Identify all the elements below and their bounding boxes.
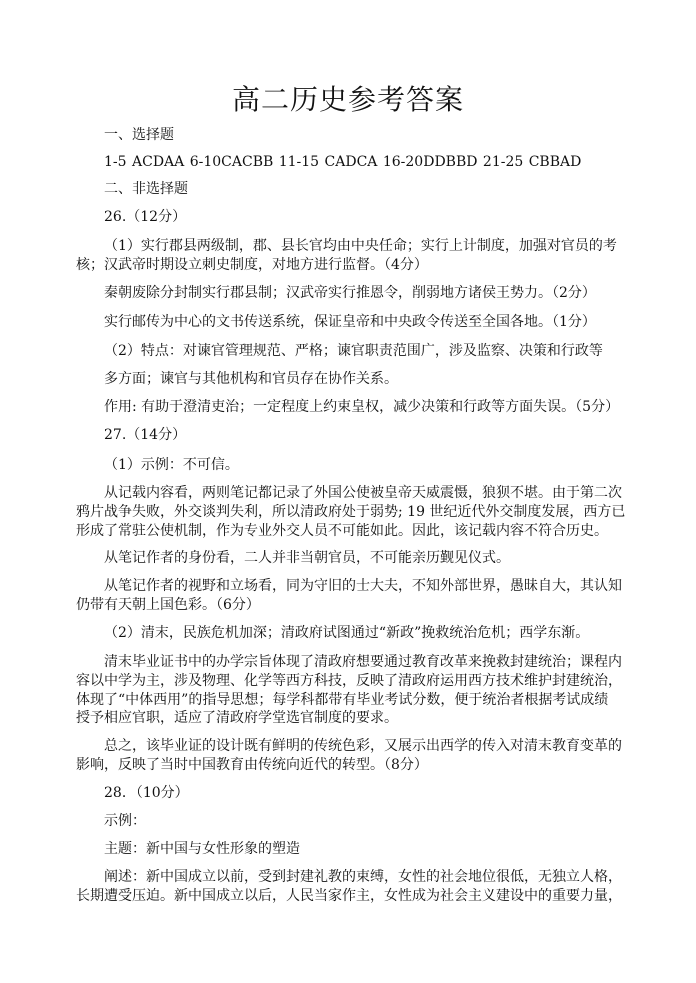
- q28-p1-line2: 长期遭受压迫。新中国成立以后，人民当家作主，女性成为社会主义建设中的重要力量，: [76, 888, 622, 904]
- q27-p4-line2: 仍带有天朝上国色彩。（6分）: [76, 597, 260, 613]
- q26-p1-line2: 核；汉武帝时期设立刺史制度，对地方进行监督。（4分）: [76, 257, 428, 273]
- q28-example: 示例：: [104, 813, 146, 829]
- q26-p4-line1: （2）特点：对谏官管理规范、严格；谏官职责范围广，涉及监察、决策和行政等: [104, 343, 603, 359]
- q27-p7-line2: 影响，反映了当时中国教育由传统向近代的转型。（8分）: [76, 757, 428, 773]
- q28-p1-line1: 阐述：新中国成立以前，受到封建礼教的束缚，女性的社会地位很低，无独立人格，: [104, 869, 622, 885]
- q27-p4-line1: 从笔记作者的视野和立场看，同为守旧的士大夫，不知外部世界，愚昧自大，其认知: [104, 578, 622, 594]
- q27-p7-line1: 总之，该毕业证的设计既有鲜明的传统色彩，又展示出西学的传入对清末教育变革的: [104, 738, 622, 754]
- q27-p2-line3: 形成了常驻公使机制，作为专业外交人员不可能如此。因此，该记载内容不符合历史。: [76, 523, 608, 539]
- q26-p2: 秦朝废除分封制实行郡县制；汉武帝实行推恩令，削弱地方诸侯王势力。（2分）: [104, 285, 596, 301]
- q27-p1: （1）示例：不可信。: [104, 457, 239, 473]
- page-title: 高二历史参考答案: [231, 83, 464, 116]
- q26-p1-line1: （1）实行郡县两级制，郡、县长官均由中央任命；实行上计制度，加强对官员的考: [104, 238, 617, 254]
- q26-p3: 实行邮传为中心的文书传送系统，保证皇帝和中央政令传送至全国各地。（1分）: [104, 314, 596, 330]
- section-heading-nonchoice: 二、非选择题: [104, 181, 188, 197]
- q26-p4-line2: 多方面；谏官与其他机构和官员存在协作关系。: [104, 371, 398, 387]
- q27-p6-line4: 授予相应官职，适应了清政府学堂选官制度的要求。: [76, 710, 398, 726]
- q27-p5: （2）清末，民族危机加深；清政府试图通过“新政”挽救统治危机；西学东渐。: [104, 625, 590, 641]
- q27-p2-line2: 鸦片战争失败，外交谈判失利，所以清政府处于弱势; 19 世纪近代外交制度发展，西方已: [76, 504, 626, 520]
- q28-theme: 主题：新中国与女性形象的塑造: [104, 841, 300, 857]
- q27-p3: 从笔记作者的身份看，二人并非当朝官员，不可能亲历觐见仪式。: [104, 550, 510, 566]
- q27-p6-line2: 容以中学为主，涉及物理、化学等西方科技，反映了清政府运用西方技术维护封建统治，: [76, 673, 622, 689]
- q27-p6-line3: 体现了“中体西用”的指导思想；每学科都带有毕业考试分数，便于统治者根据考试成绩: [76, 692, 609, 708]
- section-heading-choice: 一、选择题: [104, 127, 174, 143]
- choice-answers: 1-5 ACDAA 6-10CACBB 11-15 CADCA 16-20DDBBD 21-25 CBBAD: [104, 154, 582, 170]
- q27-header: 27.（14分）: [104, 427, 187, 443]
- q26-header: 26.（12分）: [104, 209, 187, 225]
- q27-p6-line1: 清末毕业证书中的办学宗旨体现了清政府想要通过教育改革来挽救封建统治；课程内: [104, 654, 622, 670]
- q27-p2-line1: 从记载内容看，两则笔记都记录了外国公使被皇帝天威震慑，狼狈不堪。由于第二次: [104, 485, 622, 501]
- q28-header: 28．（10分）: [104, 785, 189, 801]
- q26-p5: 作用: 有助于澄清吏治；一定程度上约束皇权，减少决策和行政等方面失误。（5分）: [104, 399, 620, 415]
